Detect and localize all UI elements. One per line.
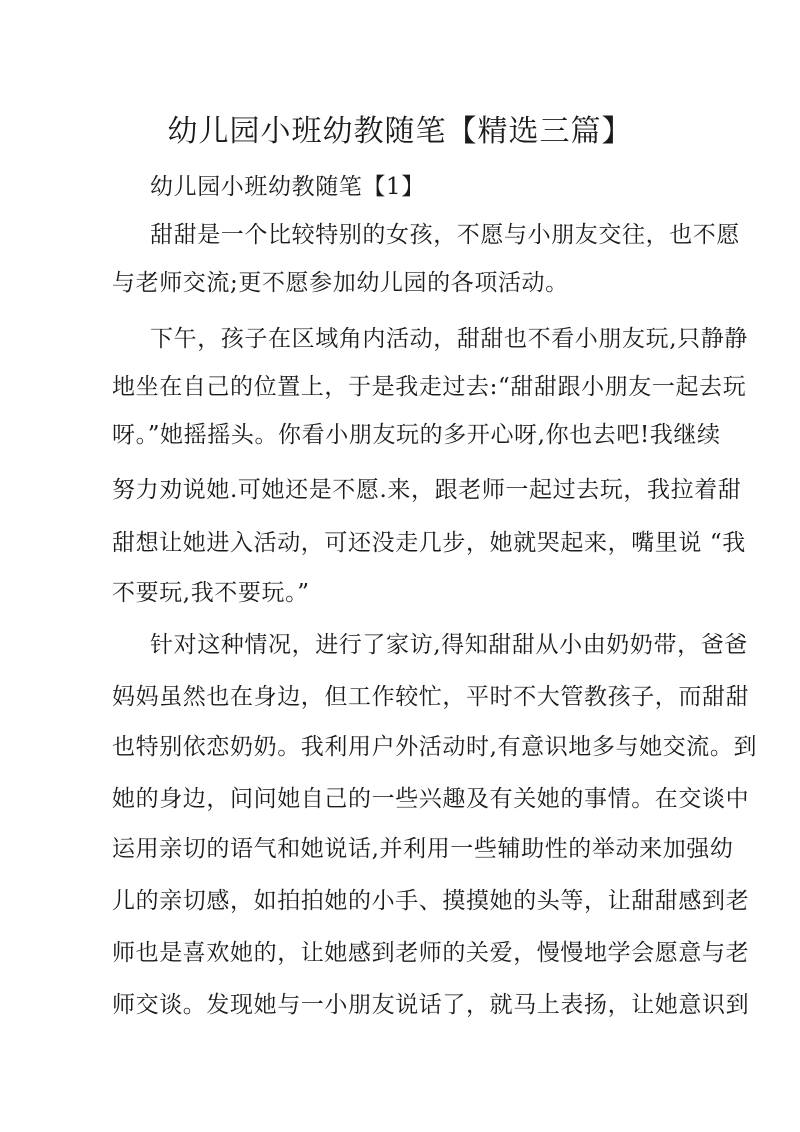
paragraph-line: 针对这种情况，进行了家访,得知甜甜从小由奶奶带，爸爸 xyxy=(150,632,748,658)
paragraph-line: 儿的亲切感，如拍拍她的小手、摸摸她的头等，让甜甜感到老 xyxy=(112,888,750,914)
document-title: 幼儿园小班幼教随笔【精选三篇】 xyxy=(167,114,633,149)
paragraph-line: 不要玩,我不要玩。” xyxy=(112,580,310,606)
section-heading: 幼儿园小班幼教随笔【1】 xyxy=(150,174,425,200)
paragraph-line: 地坐在自己的位置上，于是我走过去:“甜甜跟小朋友一起去玩 xyxy=(112,374,747,400)
paragraph-line: 呀。”她摇摇头。你看小朋友玩的多开心呀,你也去吧!我继续 xyxy=(112,422,721,448)
paragraph-line: 师也是喜欢她的，让她感到老师的关爱，慢慢地学会愿意与老 xyxy=(112,940,750,966)
paragraph-line: 甜甜是一个比较特别的女孩，不愿与小朋友交往，也不愿 xyxy=(150,222,740,248)
paragraph-line: 运用亲切的语气和她说话,并利用一些辅助性的举动来加强幼 xyxy=(112,836,734,862)
paragraph-line: 甜想让她进入活动，可还没走几步，她就哭起来，嘴里说 “我 xyxy=(112,530,746,556)
paragraph-line: 妈妈虽然也在身边，但工作较忙，平时不大管教孩子，而甜甜 xyxy=(112,684,750,710)
paragraph-line: 努力劝说她.可她还是不愿.来，跟老师一起过去玩，我拉着甜 xyxy=(112,477,742,503)
paragraph-line: 也特别依恋奶奶。我利用户外活动时,有意识地多与她交流。到 xyxy=(112,734,758,760)
paragraph-line: 师交谈。发现她与一小朋友说话了，就马上表扬，让她意识到 xyxy=(112,992,750,1018)
paragraph-line: 下午，孩子在区域角内活动，甜甜也不看小朋友玩,只静静 xyxy=(150,326,748,352)
paragraph-line: 她的身边，问问她自己的一些兴趣及有关她的事情。在交谈中 xyxy=(112,786,750,812)
paragraph-line: 与老师交流;更不愿参加幼儿园的各项活动。 xyxy=(112,270,569,296)
